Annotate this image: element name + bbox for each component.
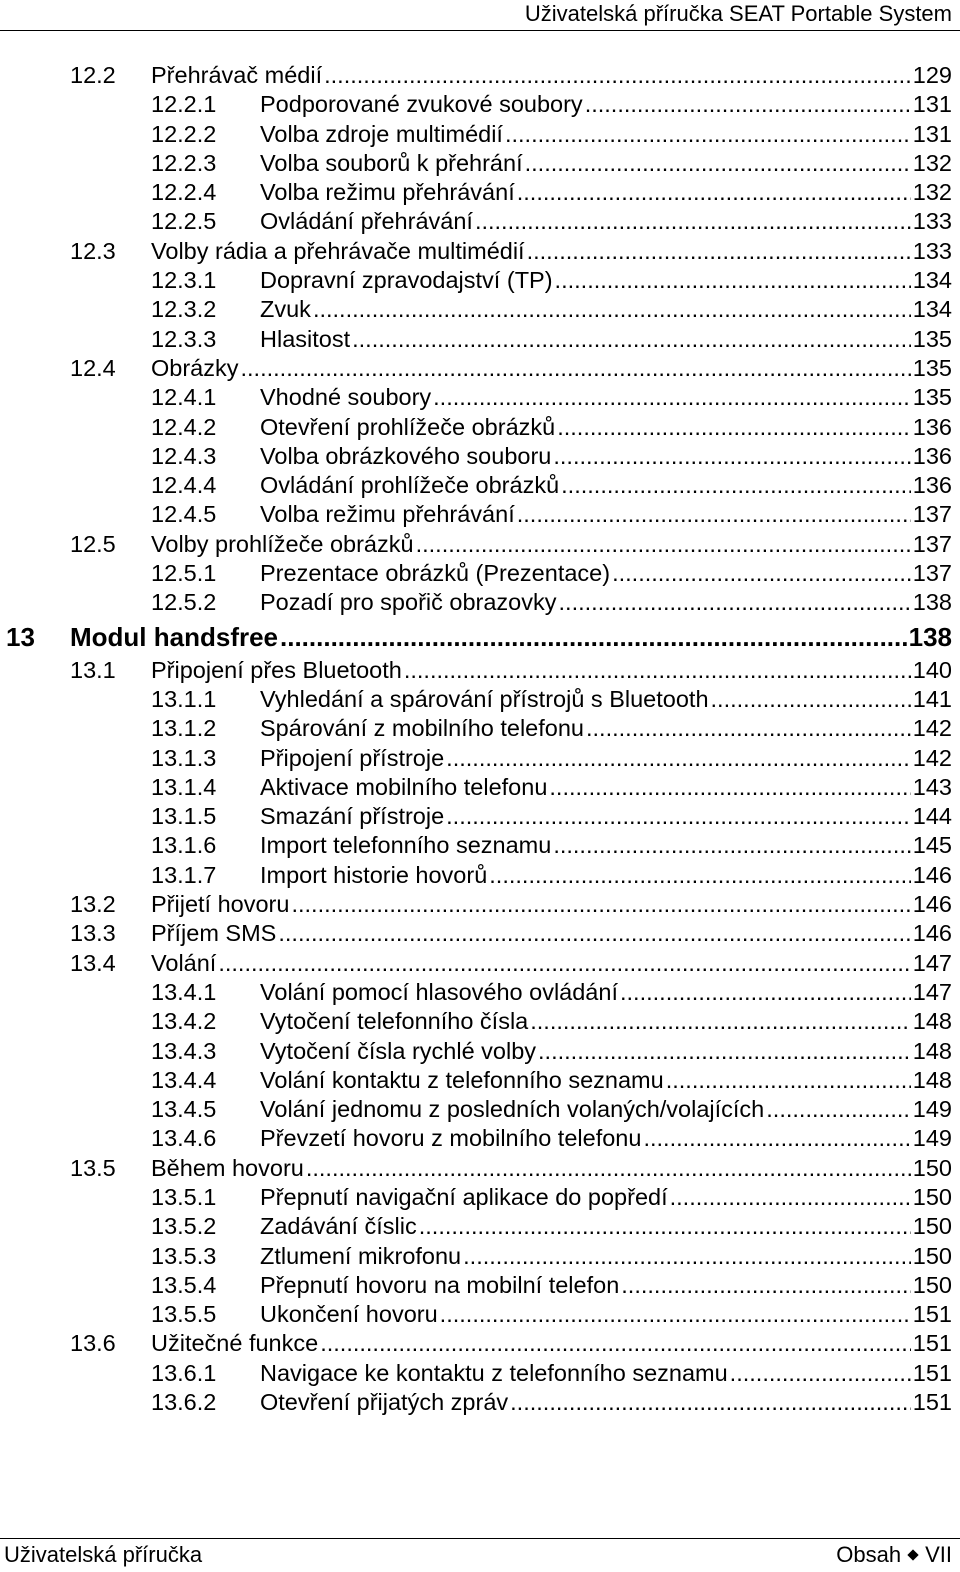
toc-entry-number: 12.4.2 bbox=[151, 413, 217, 440]
toc-entry-leader bbox=[260, 773, 952, 802]
toc-entry-number: 13.4.4 bbox=[151, 1066, 217, 1093]
toc-dot-leader bbox=[585, 90, 911, 119]
toc-entry-title: Zadávání číslic bbox=[260, 1212, 419, 1241]
toc-entry-number: 12.5 bbox=[70, 530, 116, 557]
toc-entry-title: Podporované zvukové soubory bbox=[260, 90, 585, 119]
toc-entry-page: 150 bbox=[911, 1183, 952, 1212]
toc-entry-title: Vytočení čísla rychlé volby bbox=[260, 1037, 538, 1066]
toc-entry-title: Ukončení hovoru bbox=[260, 1300, 440, 1329]
toc-entry[interactable] bbox=[0, 1271, 960, 1300]
toc-entry-number: 12.4.4 bbox=[151, 472, 217, 499]
toc-entry-number: 13.5.4 bbox=[151, 1271, 217, 1298]
toc-entry-leader bbox=[260, 1388, 952, 1417]
toc-dot-leader bbox=[612, 559, 911, 588]
toc-entry-leader bbox=[151, 530, 952, 559]
toc-entry[interactable] bbox=[0, 978, 960, 1007]
toc-entry-leader bbox=[260, 149, 952, 178]
toc-entry-leader bbox=[151, 890, 952, 919]
toc-entry-page: 148 bbox=[911, 1037, 952, 1066]
toc-entry-leader bbox=[260, 744, 952, 773]
toc-entry-page: 145 bbox=[911, 831, 952, 860]
toc-entry[interactable] bbox=[0, 530, 960, 559]
toc-dot-leader bbox=[538, 1037, 911, 1066]
toc-entry-page: 131 bbox=[911, 120, 952, 149]
toc-entry-page: 151 bbox=[911, 1300, 952, 1329]
toc-entry-number: 13.5.2 bbox=[151, 1213, 217, 1240]
toc-dot-leader bbox=[549, 773, 910, 802]
toc-dot-leader bbox=[241, 354, 911, 383]
toc-entry[interactable] bbox=[0, 442, 960, 471]
toc-entry-title: Volání kontaktu z telefonního seznamu bbox=[260, 1066, 666, 1095]
toc-dot-leader bbox=[525, 149, 911, 178]
toc-dot-leader bbox=[517, 500, 911, 529]
toc-entry-page: 133 bbox=[911, 207, 952, 236]
toc-entry-title: Volba obrázkového souboru bbox=[260, 442, 553, 471]
toc-entry-leader bbox=[260, 588, 952, 617]
toc-dot-leader bbox=[527, 237, 911, 266]
toc-entry-number: 12.4.1 bbox=[151, 384, 217, 411]
toc-entry-number: 13.5.5 bbox=[151, 1301, 217, 1328]
toc-dot-leader bbox=[517, 178, 911, 207]
toc-dot-leader bbox=[530, 1007, 911, 1036]
toc-entry-title: Přepnutí hovoru na mobilní telefon bbox=[260, 1271, 621, 1300]
table-of-contents bbox=[0, 61, 960, 1417]
toc-entry-leader bbox=[260, 1359, 952, 1388]
toc-entry-page: 150 bbox=[911, 1242, 952, 1271]
toc-entry-number: 12.3.3 bbox=[151, 325, 217, 352]
toc-entry-title: Import telefonního seznamu bbox=[260, 831, 553, 860]
toc-entry-leader bbox=[151, 237, 952, 266]
toc-entry[interactable] bbox=[0, 266, 960, 295]
toc-entry-leader bbox=[260, 1271, 952, 1300]
toc-entry[interactable] bbox=[0, 471, 960, 500]
toc-entry-page: 146 bbox=[911, 890, 952, 919]
toc-entry-number: 13.1 bbox=[70, 656, 116, 683]
toc-entry-title: Připojení přes Bluetooth bbox=[151, 656, 404, 685]
toc-dot-leader bbox=[313, 295, 911, 324]
toc-entry-page: 148 bbox=[911, 1066, 952, 1095]
toc-entry[interactable] bbox=[0, 413, 960, 442]
toc-entry-page: 133 bbox=[911, 237, 952, 266]
toc-entry[interactable] bbox=[0, 61, 960, 90]
toc-entry-leader bbox=[151, 1154, 952, 1183]
toc-dot-leader bbox=[510, 1388, 911, 1417]
toc-entry-number: 12.2 bbox=[70, 62, 116, 88]
toc-entry-page: 147 bbox=[911, 978, 952, 1007]
toc-entry-leader bbox=[260, 207, 952, 236]
toc-entry-page: 142 bbox=[911, 714, 952, 743]
footer-section: Obsah bbox=[836, 1542, 902, 1567]
toc-dot-leader bbox=[766, 1095, 911, 1124]
toc-entry-title: Užitečné funkce bbox=[151, 1329, 320, 1358]
toc-entry-title: Volání jednomu z posledních volaných/volajících bbox=[260, 1095, 766, 1124]
toc-dot-leader bbox=[666, 1066, 911, 1095]
toc-entry-title: Ztlumení mikrofonu bbox=[260, 1242, 463, 1271]
toc-entry-page: 149 bbox=[911, 1124, 952, 1153]
toc-entry-number: 13.4.1 bbox=[151, 978, 217, 1005]
toc-entry-leader bbox=[260, 685, 952, 714]
toc-dot-leader bbox=[320, 1329, 911, 1358]
toc-entry-leader bbox=[260, 442, 952, 471]
toc-entry-leader bbox=[260, 1095, 952, 1124]
diamond-icon bbox=[907, 1549, 918, 1560]
toc-entry-leader bbox=[260, 90, 952, 119]
toc-entry[interactable] bbox=[0, 1124, 960, 1153]
toc-entry-title: Volání bbox=[151, 949, 218, 978]
toc-entry-leader bbox=[151, 949, 952, 978]
toc-entry-leader bbox=[151, 61, 952, 90]
toc-entry[interactable] bbox=[0, 178, 960, 207]
toc-dot-leader bbox=[557, 413, 911, 442]
toc-dot-leader bbox=[559, 588, 911, 617]
toc-entry[interactable] bbox=[0, 500, 960, 529]
toc-entry[interactable] bbox=[0, 714, 960, 743]
toc-dot-leader bbox=[278, 919, 910, 948]
toc-entry[interactable] bbox=[0, 1359, 960, 1388]
toc-dot-leader bbox=[505, 120, 911, 149]
toc-entry[interactable] bbox=[0, 831, 960, 860]
toc-entry[interactable] bbox=[0, 1037, 960, 1066]
toc-dot-leader bbox=[416, 530, 911, 559]
footer-page-info bbox=[836, 1542, 952, 1568]
toc-entry-leader bbox=[260, 1242, 952, 1271]
toc-entry-leader bbox=[151, 656, 952, 685]
toc-entry-page: 147 bbox=[911, 949, 952, 978]
toc-entry-title: Volba režimu přehrávání bbox=[260, 500, 517, 529]
toc-entry-title: Vyhledání a spárování přístrojů s Bluetooth bbox=[260, 685, 711, 714]
toc-entry-number: 13.1.5 bbox=[151, 803, 217, 830]
toc-entry-title: Vytočení telefonního čísla bbox=[260, 1007, 530, 1036]
toc-dot-leader bbox=[621, 1271, 911, 1300]
toc-dot-leader bbox=[306, 1154, 911, 1183]
toc-entry[interactable] bbox=[0, 861, 960, 890]
toc-entry-number: 12.2.1 bbox=[151, 91, 217, 118]
toc-entry-number: 13.1.7 bbox=[151, 861, 217, 888]
toc-entry-title: Volby rádia a přehrávače multimédií bbox=[151, 237, 527, 266]
toc-entry-leader bbox=[260, 383, 952, 412]
page-footer bbox=[0, 1538, 960, 1572]
toc-entry-number: 13.4.2 bbox=[151, 1008, 217, 1035]
toc-entry-page: 132 bbox=[911, 178, 952, 207]
toc-entry[interactable] bbox=[0, 949, 960, 978]
toc-entry-page: 131 bbox=[911, 90, 952, 119]
toc-entry[interactable] bbox=[0, 802, 960, 831]
toc-entry[interactable] bbox=[0, 237, 960, 266]
toc-entry-page: 146 bbox=[911, 861, 952, 890]
toc-entry[interactable] bbox=[0, 1154, 960, 1183]
toc-entry[interactable] bbox=[0, 149, 960, 178]
toc-entry-title: Vhodné soubory bbox=[260, 383, 433, 412]
toc-entry-number: 13.6.2 bbox=[151, 1389, 217, 1416]
toc-entry-title: Modul handsfree bbox=[70, 621, 279, 652]
toc-entry-page: 138 bbox=[911, 588, 952, 617]
toc-entry-number: 13.1.6 bbox=[151, 832, 217, 859]
toc-entry[interactable] bbox=[0, 90, 960, 119]
toc-entry-title: Hlasitost bbox=[260, 325, 352, 354]
toc-entry[interactable] bbox=[0, 919, 960, 948]
toc-entry-title: Ovládání přehrávání bbox=[260, 207, 475, 236]
toc-entry-leader bbox=[260, 413, 952, 442]
toc-entry-leader bbox=[151, 919, 952, 948]
toc-entry-number: 13.4.5 bbox=[151, 1096, 217, 1123]
toc-entry-number: 12.3.1 bbox=[151, 267, 217, 294]
page-header bbox=[0, 0, 960, 31]
toc-entry-title: Převzetí hovoru z mobilního telefonu bbox=[260, 1124, 643, 1153]
toc-entry-page: 137 bbox=[911, 530, 952, 559]
toc-entry-number: 12.2.4 bbox=[151, 179, 217, 206]
toc-entry[interactable] bbox=[0, 620, 960, 656]
toc-entry-number: 13.5.3 bbox=[151, 1242, 217, 1269]
toc-entry-number: 12.2.3 bbox=[151, 149, 217, 176]
toc-entry-title: Obrázky bbox=[151, 354, 241, 383]
toc-entry-page: 134 bbox=[911, 266, 952, 295]
header-title: Uživatelská příručka SEAT Portable System bbox=[524, 1, 952, 26]
toc-entry-leader bbox=[260, 831, 952, 860]
toc-entry-title: Otevření prohlížeče obrázků bbox=[260, 413, 557, 442]
toc-entry-leader bbox=[260, 1300, 952, 1329]
toc-entry-leader bbox=[260, 500, 952, 529]
toc-dot-leader bbox=[730, 1359, 911, 1388]
toc-entry-page: 148 bbox=[911, 1007, 952, 1036]
toc-entry-title: Navigace ke kontaktu z telefonního seznamu bbox=[260, 1359, 730, 1388]
toc-entry-page: 135 bbox=[911, 354, 952, 383]
toc-entry-title: Volby prohlížeče obrázků bbox=[151, 530, 416, 559]
toc-entry-title: Prezentace obrázků (Prezentace) bbox=[260, 559, 612, 588]
toc-entry-leader bbox=[260, 559, 952, 588]
toc-entry-title: Přijetí hovoru bbox=[151, 890, 291, 919]
toc-entry-title: Volání pomocí hlasového ovládání bbox=[260, 978, 620, 1007]
toc-entry-page: 151 bbox=[911, 1329, 952, 1358]
toc-entry-page: 129 bbox=[911, 61, 952, 90]
toc-entry-leader bbox=[151, 354, 952, 383]
toc-entry-page: 134 bbox=[911, 295, 952, 324]
toc-entry-leader bbox=[260, 1124, 952, 1153]
toc-entry[interactable] bbox=[0, 685, 960, 714]
toc-entry[interactable] bbox=[0, 773, 960, 802]
toc-entry-title: Volba souborů k přehrání bbox=[260, 149, 525, 178]
toc-entry-number: 13.5.1 bbox=[151, 1183, 217, 1210]
toc-entry-number: 13.6 bbox=[70, 1330, 116, 1357]
toc-entry-page: 143 bbox=[911, 773, 952, 802]
toc-dot-leader bbox=[446, 744, 911, 773]
toc-entry[interactable] bbox=[0, 354, 960, 383]
toc-entry-number: 13.3 bbox=[70, 920, 116, 947]
toc-entry-page: 150 bbox=[911, 1212, 952, 1241]
toc-entry-leader bbox=[260, 1037, 952, 1066]
toc-dot-leader bbox=[440, 1300, 911, 1329]
toc-entry-number: 12.4.5 bbox=[151, 501, 217, 528]
toc-entry-page: 141 bbox=[911, 685, 952, 714]
toc-entry-title: Import historie hovorů bbox=[260, 861, 489, 890]
toc-dot-leader bbox=[433, 383, 911, 412]
toc-entry-leader bbox=[260, 802, 952, 831]
toc-dot-leader bbox=[291, 890, 910, 919]
toc-dot-leader bbox=[555, 266, 911, 295]
toc-entry-number: 12.4.3 bbox=[151, 442, 217, 469]
toc-entry-title: Během hovoru bbox=[151, 1154, 306, 1183]
toc-entry-number: 12.5.1 bbox=[151, 560, 217, 587]
toc-entry[interactable] bbox=[0, 656, 960, 685]
toc-entry-page: 138 bbox=[908, 621, 952, 652]
toc-entry[interactable] bbox=[0, 1388, 960, 1417]
toc-entry-leader bbox=[260, 1212, 952, 1241]
toc-entry-number: 13.4 bbox=[70, 949, 116, 976]
toc-entry-page: 149 bbox=[911, 1095, 952, 1124]
toc-entry-page: 146 bbox=[911, 919, 952, 948]
toc-dot-leader bbox=[643, 1124, 910, 1153]
toc-entry[interactable] bbox=[0, 207, 960, 236]
toc-dot-leader bbox=[620, 978, 911, 1007]
toc-entry[interactable] bbox=[0, 1095, 960, 1124]
toc-entry-page: 151 bbox=[911, 1359, 952, 1388]
toc-entry-number: 12.3 bbox=[70, 237, 116, 264]
toc-dot-leader bbox=[352, 325, 911, 354]
toc-entry-leader bbox=[260, 325, 952, 354]
toc-entry-leader bbox=[260, 471, 952, 500]
toc-dot-leader bbox=[553, 831, 910, 860]
toc-entry-number: 12.2.5 bbox=[151, 208, 217, 235]
toc-entry-leader bbox=[260, 120, 952, 149]
toc-dot-leader bbox=[561, 471, 911, 500]
toc-entry-number: 13.4.3 bbox=[151, 1037, 217, 1064]
toc-entry-title: Zvuk bbox=[260, 295, 313, 324]
toc-entry[interactable] bbox=[0, 890, 960, 919]
toc-entry[interactable] bbox=[0, 120, 960, 149]
toc-dot-leader bbox=[711, 685, 911, 714]
toc-entry-title: Volba režimu přehrávání bbox=[260, 178, 517, 207]
toc-entry-page: 140 bbox=[911, 656, 952, 685]
toc-entry-number: 13.1.2 bbox=[151, 715, 217, 742]
toc-dot-leader bbox=[218, 949, 910, 978]
toc-dot-leader bbox=[586, 714, 911, 743]
toc-entry[interactable] bbox=[0, 1242, 960, 1271]
toc-entry-leader bbox=[260, 1066, 952, 1095]
toc-entry-title: Přepnutí navigační aplikace do popředí bbox=[260, 1183, 670, 1212]
toc-entry-page: 135 bbox=[911, 383, 952, 412]
toc-entry-page: 137 bbox=[911, 559, 952, 588]
toc-entry-title: Pozadí pro spořič obrazovky bbox=[260, 588, 559, 617]
toc-entry[interactable] bbox=[0, 1007, 960, 1036]
toc-entry-leader bbox=[260, 1183, 952, 1212]
toc-entry-title: Připojení přístroje bbox=[260, 744, 446, 773]
toc-entry[interactable] bbox=[0, 744, 960, 773]
toc-entry-number: 13.4.6 bbox=[151, 1125, 217, 1152]
toc-entry-leader bbox=[151, 1329, 952, 1358]
footer-page-number: VII bbox=[925, 1542, 952, 1567]
toc-entry-leader bbox=[260, 714, 952, 743]
toc-entry-number: 12.5.2 bbox=[151, 589, 217, 616]
toc-dot-leader bbox=[670, 1183, 911, 1212]
toc-entry-leader bbox=[260, 178, 952, 207]
toc-dot-leader bbox=[553, 442, 910, 471]
toc-entry-title: Smazání přístroje bbox=[260, 802, 446, 831]
toc-entry-number: 13.1.1 bbox=[151, 685, 217, 712]
footer-manual-title: Uživatelská příručka bbox=[4, 1542, 203, 1567]
toc-entry-page: 142 bbox=[911, 744, 952, 773]
toc-entry-number: 12.2.2 bbox=[151, 120, 217, 147]
toc-dot-leader bbox=[280, 620, 907, 654]
toc-entry-page: 136 bbox=[911, 413, 952, 442]
toc-entry-page: 137 bbox=[911, 500, 952, 529]
toc-entry-page: 150 bbox=[911, 1154, 952, 1183]
toc-entry-page: 144 bbox=[911, 802, 952, 831]
toc-entry-leader bbox=[260, 1007, 952, 1036]
toc-entry-title: Ovládání prohlížeče obrázků bbox=[260, 471, 561, 500]
toc-entry-page: 136 bbox=[911, 471, 952, 500]
toc-entry-number: 13.1.4 bbox=[151, 773, 217, 800]
toc-entry-number: 13.5 bbox=[70, 1154, 116, 1181]
toc-dot-leader bbox=[419, 1212, 911, 1241]
toc-entry[interactable] bbox=[0, 325, 960, 354]
toc-entry-title: Příjem SMS bbox=[151, 919, 278, 948]
toc-entry-number: 13.6.1 bbox=[151, 1359, 217, 1386]
toc-entry-page: 150 bbox=[911, 1271, 952, 1300]
toc-entry-title: Spárování z mobilního telefonu bbox=[260, 714, 586, 743]
toc-entry[interactable] bbox=[0, 1300, 960, 1329]
toc-entry-title: Dopravní zpravodajství (TP) bbox=[260, 266, 555, 295]
toc-entry-title: Otevření přijatých zpráv bbox=[260, 1388, 510, 1417]
toc-entry-page: 135 bbox=[911, 325, 952, 354]
toc-entry[interactable] bbox=[0, 1183, 960, 1212]
toc-entry-number: 12.4 bbox=[70, 354, 116, 381]
toc-entry-title: Přehrávač médií bbox=[151, 61, 324, 90]
toc-entry-leader bbox=[260, 266, 952, 295]
toc-entry-number: 13.2 bbox=[70, 891, 116, 918]
toc-entry-number: 13.1.3 bbox=[151, 744, 217, 771]
toc-entry[interactable] bbox=[0, 588, 960, 617]
toc-entry[interactable] bbox=[0, 559, 960, 588]
toc-entry-leader bbox=[260, 295, 952, 324]
toc-entry-leader bbox=[260, 978, 952, 1007]
toc-entry[interactable] bbox=[0, 383, 960, 412]
toc-entry-page: 132 bbox=[911, 149, 952, 178]
toc-entry[interactable] bbox=[0, 1212, 960, 1241]
toc-entry-page: 151 bbox=[911, 1388, 952, 1417]
toc-dot-leader bbox=[475, 207, 911, 236]
toc-entry[interactable] bbox=[0, 1066, 960, 1095]
toc-entry-number: 13 bbox=[6, 621, 35, 652]
toc-entry-page: 136 bbox=[911, 442, 952, 471]
toc-entry-title: Aktivace mobilního telefonu bbox=[260, 773, 549, 802]
toc-dot-leader bbox=[463, 1242, 911, 1271]
toc-dot-leader bbox=[446, 802, 911, 831]
toc-entry-number: 12.3.2 bbox=[151, 296, 217, 323]
toc-dot-leader bbox=[404, 656, 911, 685]
toc-dot-leader bbox=[489, 861, 911, 890]
toc-entry-leader bbox=[260, 861, 952, 890]
toc-entry[interactable] bbox=[0, 295, 960, 324]
toc-entry[interactable] bbox=[0, 1329, 960, 1358]
toc-entry-title: Volba zdroje multimédií bbox=[260, 120, 505, 149]
toc-dot-leader bbox=[324, 61, 911, 90]
toc-entry-leader bbox=[70, 620, 952, 654]
